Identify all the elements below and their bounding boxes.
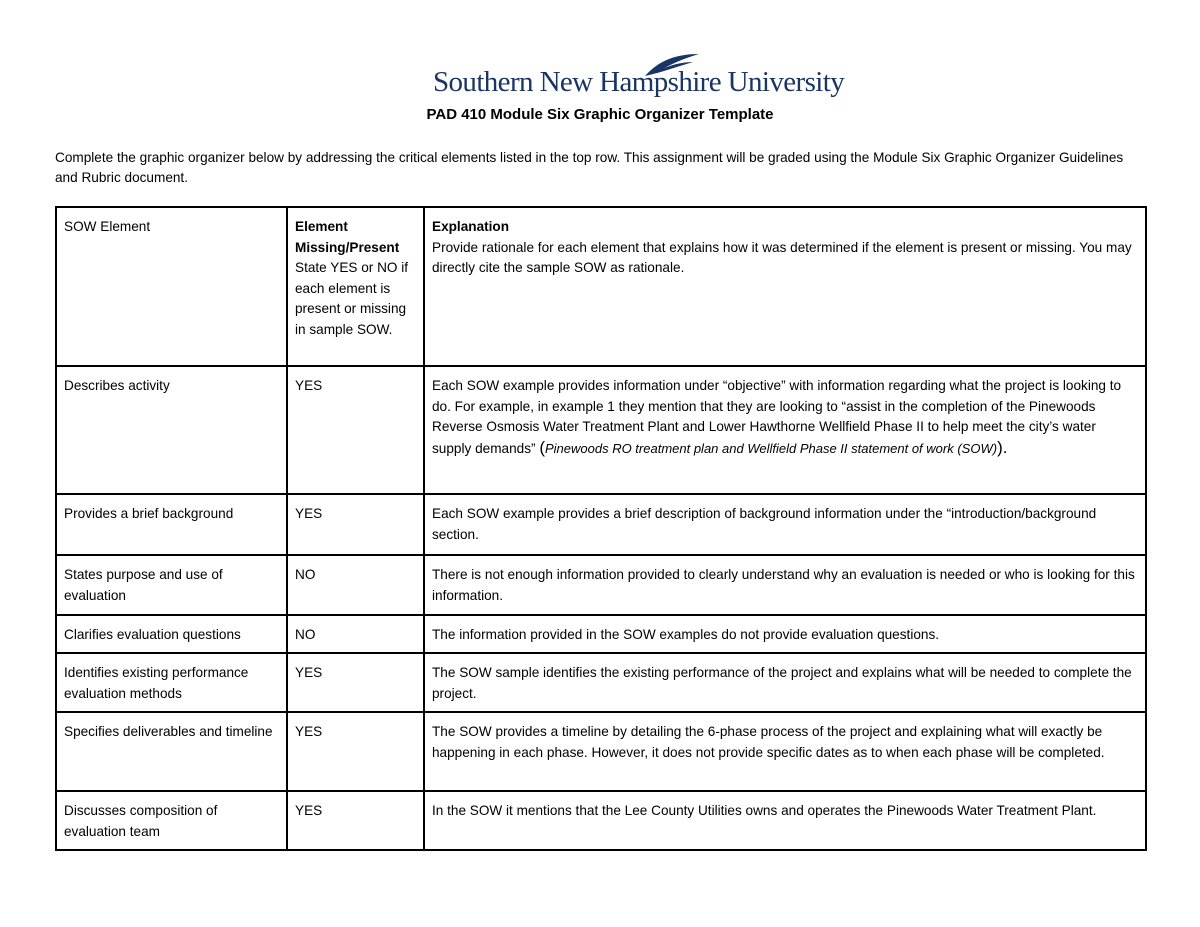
paren-open: ( bbox=[539, 437, 545, 457]
table-row bbox=[56, 791, 1146, 850]
explanation-cell: The information provided in the SOW examples do not provide evaluation questions. bbox=[424, 615, 1146, 653]
sow-element-cell: States purpose and use of evaluation bbox=[56, 555, 287, 615]
status-cell: YES bbox=[287, 494, 424, 555]
table-row bbox=[56, 555, 1146, 615]
column-header-description: Provide rationale for each element that explains how it was determined if the element is present or missing. You may directly cite the sample SOW as rationale. bbox=[432, 239, 1132, 275]
explanation-cell bbox=[424, 366, 1146, 494]
document-title: PAD 410 Module Six Graphic Organizer Template bbox=[426, 106, 774, 123]
explanation-cell: In the SOW it mentions that the Lee County Utilities owns and operates the Pinewoods Water Treatment Plant. bbox=[424, 791, 1146, 850]
status-cell: YES bbox=[287, 366, 424, 494]
instructions-paragraph: Complete the graphic organizer below by addressing the critical elements listed in the top row. This assignment will be graded using the Module Six Graphic Organizer Guidelines and Rubric document. bbox=[55, 150, 1124, 185]
table-row bbox=[56, 494, 1146, 555]
sow-element-cell: Describes activity bbox=[56, 366, 287, 494]
sow-element-cell: Identifies existing performance evaluation methods bbox=[56, 653, 287, 712]
status-cell: NO bbox=[287, 555, 424, 615]
table-row bbox=[56, 712, 1146, 791]
logo-wordmark: Southern New Hampshire University bbox=[433, 66, 845, 98]
column-header-explanation bbox=[424, 207, 1146, 366]
table-row bbox=[56, 615, 1146, 653]
graphic-organizer-table bbox=[55, 206, 1147, 851]
table-header-row bbox=[56, 207, 1146, 366]
column-header-title: Element Missing/Present bbox=[295, 219, 400, 255]
status-cell: YES bbox=[287, 712, 424, 791]
explanation-text: Each SOW example provides information under “objective” with information regarding what the project is looking to do. For example, in example 1 they mention that they are looking to “assist in the completion of the Pinewoods Reverse Osmosis Water Treatment Plant and Lower Hawthorne Wellfield Phase II to help meet the city’s water supply demands” bbox=[432, 378, 1122, 456]
column-header-sow-element: SOW Element bbox=[56, 207, 287, 366]
university-logo bbox=[433, 52, 845, 104]
sow-element-cell: Discusses composition of evaluation team bbox=[56, 791, 287, 850]
table-row bbox=[56, 366, 1146, 494]
sow-element-cell: Specifies deliverables and timeline bbox=[56, 712, 287, 791]
explanation-cell: The SOW provides a timeline by detailing the 6-phase process of the project and explaining what will exactly be happening in each phase. However, it does not provide specific dates as to when each phase will be completed. bbox=[424, 712, 1146, 791]
column-header-description: State YES or NO if each element is present or missing in sample SOW. bbox=[295, 260, 409, 337]
citation-text: Pinewoods RO treatment plan and Wellfield Phase II statement of work (SOW) bbox=[544, 440, 998, 456]
status-cell: YES bbox=[287, 791, 424, 850]
column-header-missing-present bbox=[287, 207, 424, 366]
explanation-cell: There is not enough information provided to clearly understand why an evaluation is needed or who is looking for this information. bbox=[424, 555, 1146, 615]
column-header-title: Explanation bbox=[432, 219, 510, 234]
explanation-cell: The SOW sample identifies the existing performance of the project and explains what will be needed to complete the project. bbox=[424, 653, 1146, 712]
paren-close: ). bbox=[997, 437, 1008, 457]
table-row bbox=[56, 653, 1146, 712]
sow-element-cell: Clarifies evaluation questions bbox=[56, 615, 287, 653]
status-cell: YES bbox=[287, 653, 424, 712]
explanation-cell: Each SOW example provides a brief description of background information under the “introduction/background section. bbox=[424, 494, 1146, 555]
sow-element-cell: Provides a brief background bbox=[56, 494, 287, 555]
status-cell: NO bbox=[287, 615, 424, 653]
